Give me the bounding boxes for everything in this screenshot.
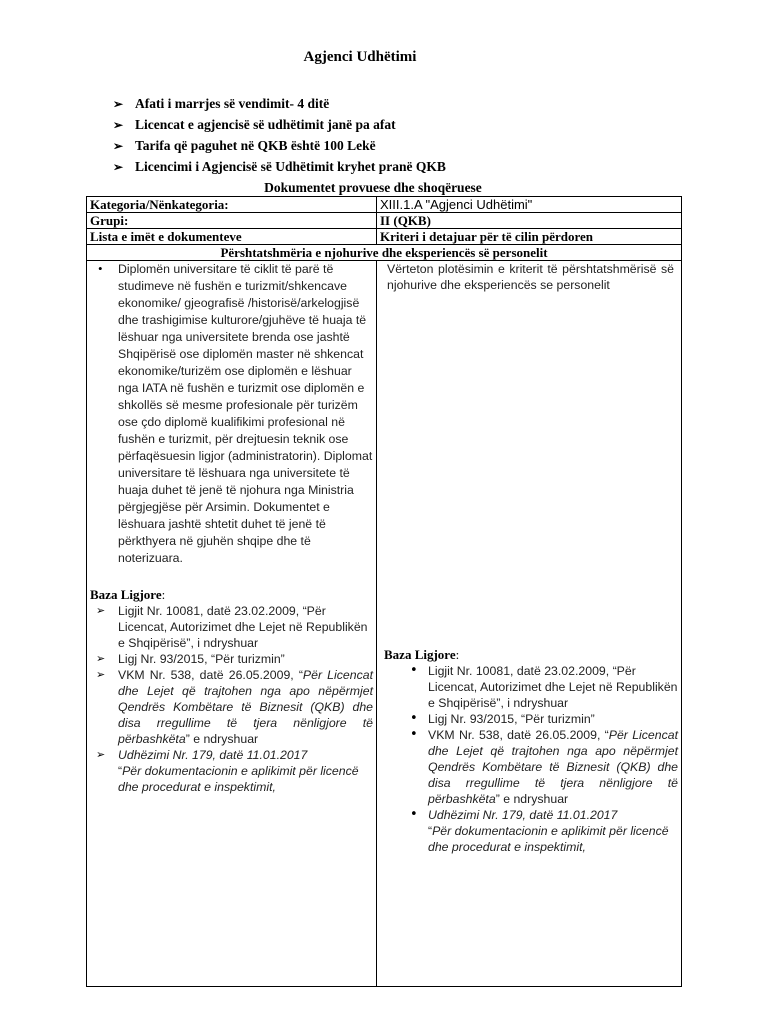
legal-basis-item: Udhëzimi Nr. 179, datë 11.01.2017 xyxy=(428,808,618,822)
legal-basis-item: Ligj Nr. 93/2015, “Për turizmin” xyxy=(428,712,595,726)
list-item xyxy=(90,651,373,667)
bullet-dot-icon: • xyxy=(98,261,103,276)
bullet-text: Licencat e agjencisë së udhëtimit janë pa afat xyxy=(135,117,396,132)
legal-basis-item: VKM Nr. 538, datë 26.05.2009, “ xyxy=(118,668,303,682)
legal-basis-item-suffix: ” e ndryshuar xyxy=(495,792,569,806)
table-row xyxy=(87,229,682,245)
legal-basis-item: Ligjit Nr. 10081, datë 23.02.2009, “Për Licencat, Autorizimet dhe Lejet në Republikën e Shqipërisë”, i ndryshuar xyxy=(428,664,678,710)
arrow-bullet-icon: ➢ xyxy=(96,652,106,665)
legal-basis-item-title: Për dokumentacionin e aplikimit për licencë dhe procedurat e inspektimit, xyxy=(118,764,359,794)
table-row xyxy=(87,197,682,213)
list-item xyxy=(380,711,678,727)
group-label: Grupi: xyxy=(87,213,377,229)
table-row xyxy=(87,245,682,261)
documents-table xyxy=(86,196,682,987)
table-caption: Dokumentet provuese dhe shoqëruese xyxy=(264,180,482,195)
arrow-bullet-icon: ➢ xyxy=(96,668,106,681)
group-value: II (QKB) xyxy=(377,213,682,229)
bullet-dot-icon: • xyxy=(410,727,418,742)
table-row xyxy=(87,213,682,229)
quote-mark: “ xyxy=(428,824,433,838)
list-item xyxy=(113,137,446,158)
bullet-text: Afati i marrjes së vendimit- 4 ditë xyxy=(135,96,330,111)
arrow-bullet-icon: ➢ xyxy=(113,139,124,153)
arrow-bullet-icon: ➢ xyxy=(113,118,124,132)
bullet-dot-icon: • xyxy=(410,711,418,726)
legal-basis-item-title: Për Licencat dhe Lejet që trajtohen nga apo nëpërmjet Qendrës Kombëtare të Biznesit (QKB) dhe disa rregullime të tjera nënligjore të përbashkëta xyxy=(428,728,678,806)
criteria-text: Vërteton plotësimin e kriterit të përshtatshmërisë së njohurive dhe eksperiencës se personelit xyxy=(387,262,674,292)
bullet-text: Tarifa që paguhet në QKB është 100 Lekë xyxy=(135,138,376,153)
legal-basis-label: Baza Ligjore xyxy=(90,587,162,602)
arrow-bullet-icon: ➢ xyxy=(96,748,106,761)
documents-cell xyxy=(87,261,377,987)
list-item xyxy=(113,95,446,116)
legal-basis-label: Baza Ligjore xyxy=(384,647,456,662)
section-heading: Përshtatshmëria e njohurive dhe eksperiencës së personelit xyxy=(87,245,682,261)
category-label: Kategoria/Nënkategoria: xyxy=(87,197,377,213)
legal-basis-item-title: Për dokumentacionin e aplikimit për licencë dhe procedurat e inspektimit, xyxy=(428,824,669,854)
bullet-dot-icon: • xyxy=(410,807,418,822)
bullet-dot-icon: • xyxy=(410,663,418,678)
list-item xyxy=(113,158,446,179)
arrow-bullet-icon: ➢ xyxy=(113,97,124,111)
documents-column-header: Lista e imët e dokumenteve xyxy=(87,229,377,245)
list-item xyxy=(380,663,678,711)
list-item xyxy=(380,807,678,855)
table-row xyxy=(87,261,682,987)
list-item xyxy=(90,747,373,795)
list-item xyxy=(113,116,446,137)
document-title: Agjenci Udhëtimi xyxy=(303,49,417,65)
criteria-cell xyxy=(377,261,682,987)
legal-basis-item: VKM Nr. 538, datë 26.05.2009, “ xyxy=(428,728,609,742)
arrow-bullet-icon: ➢ xyxy=(113,160,124,174)
list-item xyxy=(90,667,373,747)
quote-mark: “ xyxy=(118,764,123,778)
arrow-bullet-icon: ➢ xyxy=(96,604,106,617)
bullet-text: Licencimi i Agjencisë së Udhëtimit kryhet pranë QKB xyxy=(135,159,446,174)
list-item xyxy=(380,727,678,807)
category-value: XIII.1.A "Agjenci Udhëtimi" xyxy=(377,197,682,213)
list-item xyxy=(98,261,373,567)
list-item xyxy=(90,603,373,651)
diploma-requirement-text: Diplomën universitare të ciklit të parë të studimeve në fushën e turizmit/shkencave ekonomike/ gjeografisë /historisë/arkelogjisë dhe trashigimise kulturore/gjuhëve të huaja të lëshuar nga universitete brenda ose jashtë Shqipërisë ose diplomën master në shkencat ekonomike/turizëm ose diplomën e lëshuar nga IATA në fushën e turizmit ose diplomën e shkollës së mesme profesionale për turizëm ose çdo diplomë kualifikimi profesional në fushën e turizmit, për drejtuesin teknik ose përfaqësuesin ligjor (administratorin). Diplomat universitare të lëshuara nga universitete të huaja duhet të jenë të njohura nga Ministria përgjegjëse për Arsimin. Dokumentet e lëshuara jashtë shtetit duhet të jenë të përkthyera në gjuhën shqipe dhe të noterizuara. xyxy=(118,262,373,565)
legal-basis-item: Ligjit Nr. 10081, datë 23.02.2009, “Për Licencat, Autorizimet dhe Lejet në Republikën e Shqipërisë”, i ndryshuar xyxy=(118,604,368,650)
legal-basis-list xyxy=(90,603,373,795)
legal-basis-item-title: Për Licencat dhe Lejet që trajtohen nga apo nëpërmjet Qendrës Kombëtare të Biznesit (QKB) dhe disa rregullime të tjera nënligjore të përbashkëta xyxy=(118,668,373,746)
legal-basis-item-suffix: ” e ndryshuar xyxy=(185,732,259,746)
legal-basis-heading: Baza Ligjore: xyxy=(384,647,460,662)
legal-basis-item: Ligj Nr. 93/2015, “Për turizmin” xyxy=(118,652,285,666)
legal-basis-item: Udhëzimi Nr. 179, datë 11.01.2017 xyxy=(118,748,308,762)
criteria-column-header: Kriteri i detajuar për të cilin përdoren xyxy=(377,229,682,245)
info-bullet-list xyxy=(113,95,446,179)
document-list xyxy=(90,261,373,567)
legal-basis-heading: Baza Ligjore: xyxy=(90,587,166,602)
legal-basis-list xyxy=(380,663,678,855)
